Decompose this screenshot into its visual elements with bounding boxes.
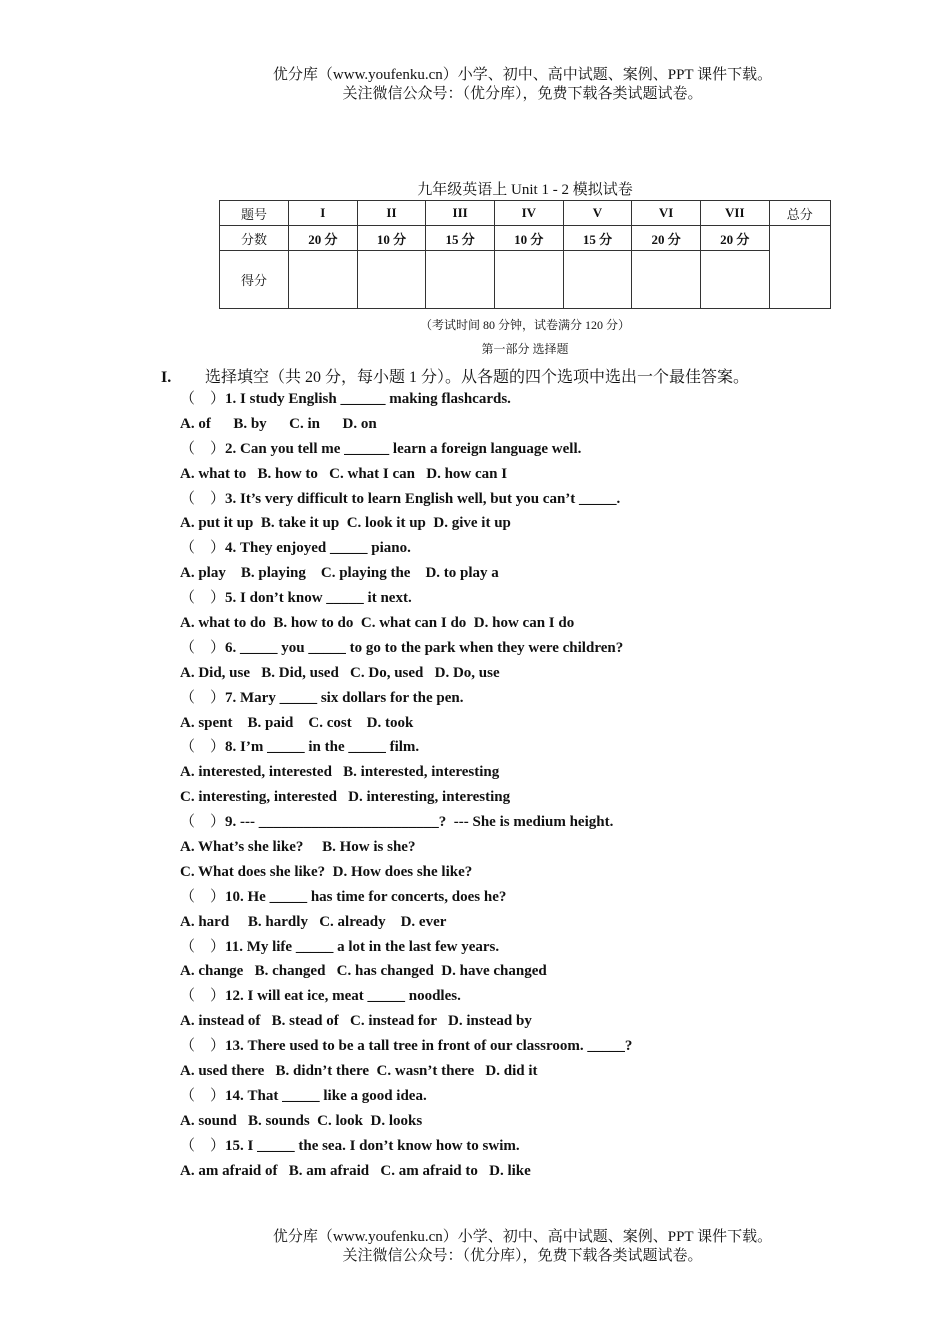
answer-blank[interactable]: （ ） <box>180 1038 226 1055</box>
section-instruction: 选择填空（共 20 分，每小题 1 分）。从各题的四个选项中选出一个最佳答案。 <box>205 369 750 386</box>
cell-points-5: 15 分 <box>563 226 632 251</box>
cell-points-3: 15 分 <box>426 226 495 251</box>
score-points-row <box>220 226 831 251</box>
cell-earned-4 <box>494 251 563 309</box>
cell-section-5: V <box>563 201 632 226</box>
bottom-header <box>0 1228 950 1266</box>
cell-section-4: IV <box>494 201 563 226</box>
question-text: 2. Can you tell me ______ learn a foreign language well. <box>225 440 582 457</box>
question-stem <box>180 536 880 561</box>
question-stem <box>180 885 880 910</box>
question-options: A. instead of B. stead of C. instead for D. instead by <box>180 1013 532 1030</box>
header-line-2: 关注微信公众号：（优分库），免费下载各类试题试卷。 <box>342 86 703 102</box>
answer-blank[interactable]: （ ） <box>180 540 226 557</box>
question-options: A. Did, use B. Did, used C. Do, used D. Do, use <box>180 664 500 681</box>
answer-blank[interactable]: （ ） <box>180 888 226 905</box>
question-text: 8. I’m _____ in the _____ film. <box>225 739 420 756</box>
question-text: 6. _____ you _____ to go to the park when they were children? <box>225 639 624 656</box>
answer-blank[interactable]: （ ） <box>180 440 226 457</box>
question-stem <box>180 686 880 711</box>
question-options: A. what to do B. how to do C. what can I do D. how can I do <box>180 615 575 632</box>
cell-section-7: VII <box>700 201 769 226</box>
part-title: 第一部分 选择题 <box>481 342 569 356</box>
question-stem <box>180 437 880 462</box>
cell-earned-3 <box>426 251 495 309</box>
question-options: A. used there B. didn’t there C. wasn’t there D. did it <box>180 1063 538 1080</box>
question-options: A. of B. by C. in D. on <box>180 415 377 432</box>
time-note: （考试时间 80 分钟，试卷满分 120 分） <box>419 318 630 332</box>
answer-blank[interactable]: （ ） <box>180 590 226 607</box>
cell-label-earned: 得分 <box>220 251 289 309</box>
question-text: 5. I don’t know _____ it next. <box>225 590 412 607</box>
cell-points-6: 20 分 <box>632 226 701 251</box>
question-stem <box>180 735 880 760</box>
question-list <box>180 387 880 1184</box>
question-options: A. interested, interested B. interested, interesting <box>180 764 500 781</box>
question-options: A. play B. playing C. playing the D. to play a <box>180 565 499 582</box>
cell-earned-7 <box>700 251 769 309</box>
question-options: A. change B. changed C. has changed D. have changed <box>180 963 547 980</box>
question-text: 11. My life _____ a lot in the last few years. <box>225 938 500 955</box>
footer-line-2: 关注微信公众号：（优分库），免费下载各类试题试卷。 <box>342 1248 703 1264</box>
question-text: 10. He _____ has time for concerts, does he? <box>225 888 507 905</box>
question-options: C. What does she like? D. How does she like? <box>180 863 473 880</box>
question-text: 9. --- ________________________? --- She is medium height. <box>225 814 614 831</box>
exam-title: 九年级英语上 Unit 1 - 2 模拟试卷 <box>417 182 633 198</box>
question-text: 7. Mary _____ six dollars for the pen. <box>225 689 464 706</box>
cell-section-3: III <box>426 201 495 226</box>
cell-earned-6 <box>632 251 701 309</box>
cell-earned-1 <box>289 251 358 309</box>
section-number: I. <box>161 369 172 386</box>
question-options: C. interesting, interested D. interesting, interesting <box>180 789 511 806</box>
answer-blank[interactable]: （ ） <box>180 1087 226 1104</box>
cell-total-value <box>769 226 830 309</box>
question-stem <box>180 810 880 835</box>
answer-blank[interactable]: （ ） <box>180 490 226 507</box>
question-stem <box>180 935 880 960</box>
question-text: 4. They enjoyed _____ piano. <box>225 540 411 557</box>
cell-earned-5 <box>563 251 632 309</box>
question-options: A. spent B. paid C. cost D. took <box>180 714 414 731</box>
question-stem <box>180 487 880 512</box>
answer-blank[interactable]: （ ） <box>180 938 226 955</box>
cell-section-1: I <box>289 201 358 226</box>
answer-blank[interactable]: （ ） <box>180 739 226 756</box>
footer-line-1: 优分库（www.youfenku.cn）小学、初中、高中试题、案例、PPT 课件下载。 <box>272 1229 773 1245</box>
answer-blank[interactable]: （ ） <box>180 814 226 831</box>
question-options: A. sound B. sounds C. look D. looks <box>180 1112 423 1129</box>
question-stem <box>180 387 880 412</box>
cell-section-6: VI <box>632 201 701 226</box>
question-options: A. What’s she like? B. How is she? <box>180 839 416 856</box>
cell-total-label: 总分 <box>769 201 830 226</box>
question-stem <box>180 1134 880 1159</box>
cell-points-1: 20 分 <box>289 226 358 251</box>
question-stem <box>180 636 880 661</box>
question-stem <box>180 1034 880 1059</box>
question-text: 1. I study English ______ making flashcards. <box>225 391 511 407</box>
question-stem <box>180 984 880 1009</box>
question-text: 14. That _____ like a good idea. <box>225 1087 427 1104</box>
header-line-1: 优分库（www.youfenku.cn）小学、初中、高中试题、案例、PPT 课件下载。 <box>272 67 773 83</box>
score-table <box>219 200 831 309</box>
question-text: 13. There used to be a tall tree in front of our classroom. _____? <box>225 1038 633 1055</box>
cell-points-4: 10 分 <box>494 226 563 251</box>
section-heading <box>161 364 749 387</box>
answer-blank[interactable]: （ ） <box>180 639 226 656</box>
answer-blank[interactable]: （ ） <box>180 391 226 407</box>
cell-label-points: 分数 <box>220 226 289 251</box>
answer-blank[interactable]: （ ） <box>180 988 226 1005</box>
question-text: 3. It’s very difficult to learn English well, but you can’t _____. <box>225 490 621 507</box>
question-options: A. hard B. hardly C. already D. ever <box>180 913 447 930</box>
question-stem <box>180 1084 880 1109</box>
question-stem <box>180 586 880 611</box>
score-header-row <box>220 201 831 226</box>
answer-blank[interactable]: （ ） <box>180 689 226 706</box>
cell-label-question: 题号 <box>220 201 289 226</box>
cell-points-7: 20 分 <box>700 226 769 251</box>
question-text: 15. I _____ the sea. I don’t know how to swim. <box>225 1137 520 1154</box>
question-options: A. am afraid of B. am afraid C. am afraid to D. like <box>180 1162 531 1179</box>
question-options: A. put it up B. take it up C. look it up D. give it up <box>180 515 511 532</box>
answer-blank[interactable]: （ ） <box>180 1137 226 1154</box>
top-header <box>0 66 950 104</box>
question-text: 12. I will eat ice, meat _____ noodles. <box>225 988 461 1005</box>
cell-earned-2 <box>357 251 426 309</box>
score-earned-row <box>220 251 831 309</box>
cell-section-2: II <box>357 201 426 226</box>
question-options: A. what to B. how to C. what I can D. how can I <box>180 465 508 482</box>
cell-points-2: 10 分 <box>357 226 426 251</box>
